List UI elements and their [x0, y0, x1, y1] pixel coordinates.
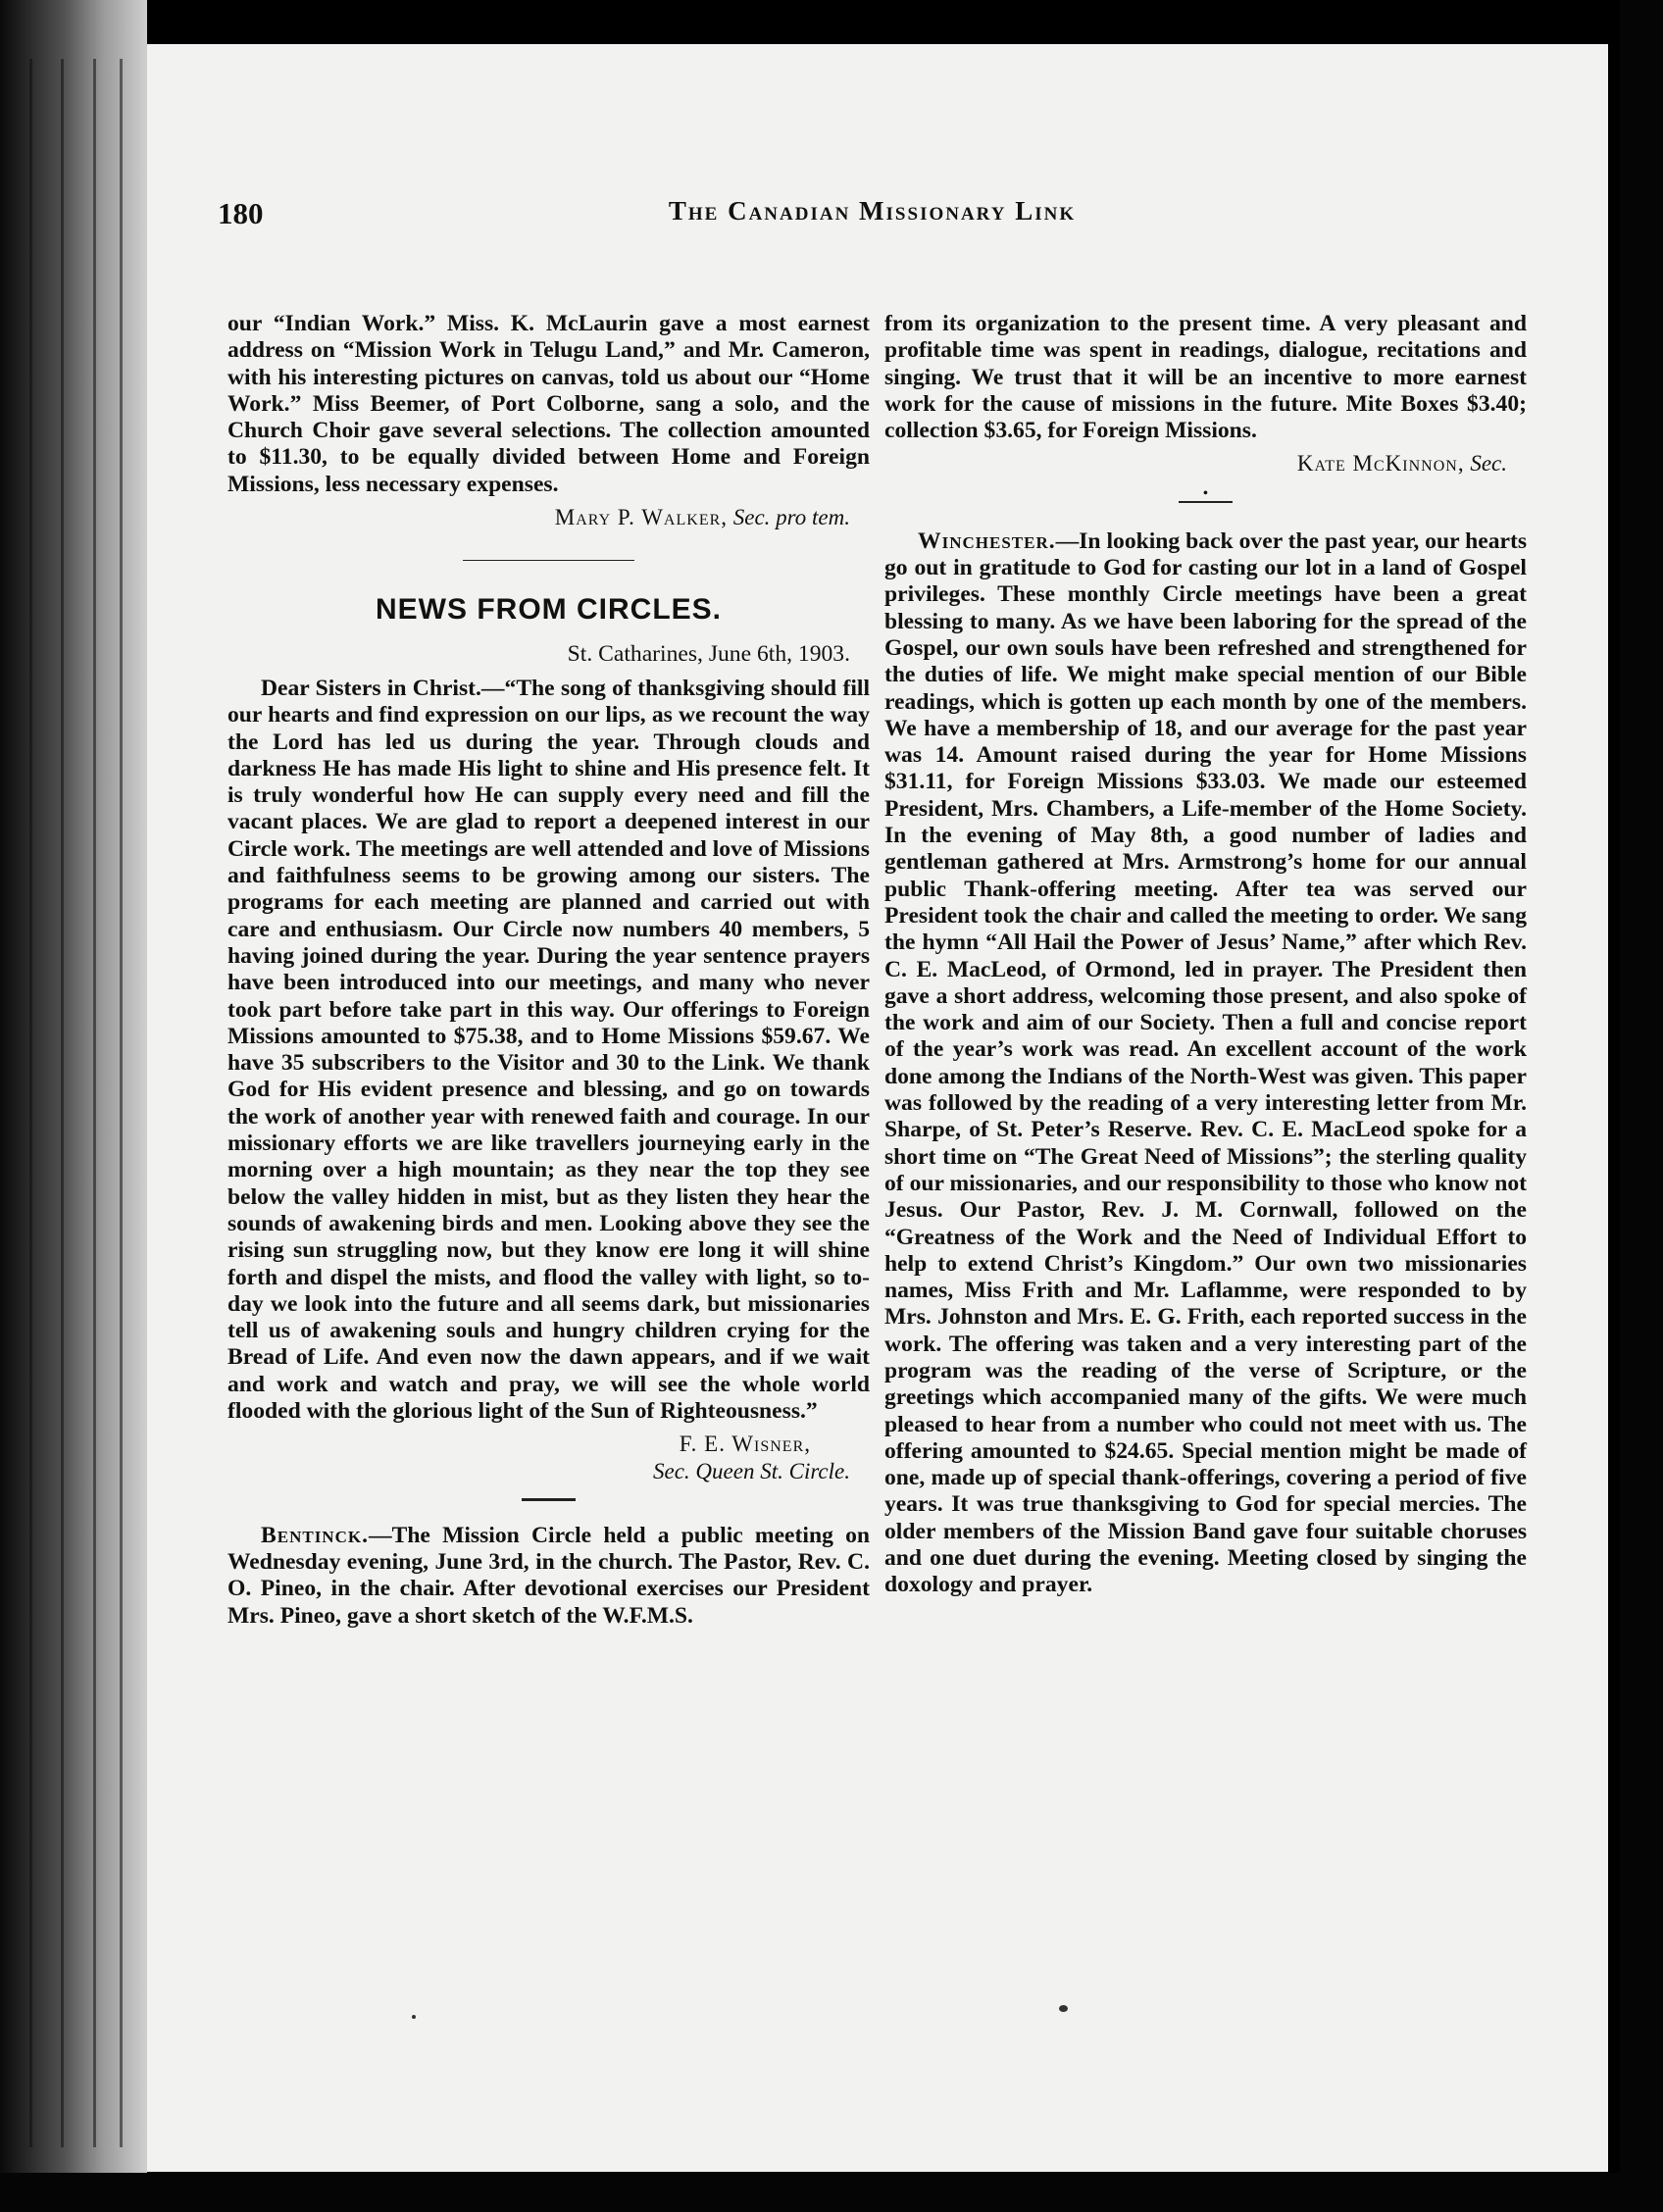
scan-border-bottom — [0, 2173, 1663, 2212]
section-divider — [463, 560, 634, 561]
signature-name: Mary P. Walker, — [554, 505, 729, 530]
entry-divider — [1179, 501, 1233, 503]
bentinck-signature — [884, 450, 1507, 477]
running-title: The Canadian Missionary Link — [668, 196, 1077, 226]
bentinck-text: —The Mission Circle held a public meeting on Wednesday evening, June 3rd, in the church. The Pastor, Rev. C. O. Pineo, in the chair. After devotional exercises our President Mrs. Pineo, gave a short sketch of the W.F.M.S. — [227, 1522, 870, 1629]
spine-page-edge — [29, 59, 32, 2147]
section-heading: NEWS FROM CIRCLES. — [376, 593, 722, 627]
bentinck-paragraph — [227, 1523, 870, 1630]
signature-role: Sec. Queen St. Circle. — [653, 1458, 850, 1483]
winchester-paragraph — [884, 528, 1527, 1599]
book-page — [147, 44, 1608, 2172]
st-catharines-signature — [227, 1431, 850, 1484]
page-number: 180 — [218, 196, 264, 230]
signature-role: Sec. — [1470, 451, 1507, 477]
entry-divider — [522, 1498, 576, 1501]
page-header — [218, 196, 1527, 245]
signature-role: Sec. pro tem. — [732, 505, 850, 530]
right-column — [884, 311, 1527, 1599]
scan-speck — [412, 2015, 416, 2019]
spine-page-edge — [93, 59, 96, 2147]
st-catharines-letter: Dear Sisters in Christ.—“The song of thanksgiving should fill our hearts and find expression on our lips, as we recount the way the Lord has led us during the year. Through clouds and darkness He has made His light to shine and His presence felt. It is truly wonderful how He can supply every need and fill the vacant places. We are glad to report a deepened interest in our Circle work. The meetings are well attended and love of Missions and faithfulness seems to be growing among our sisters. The programs for each meeting are planned and carried out with care and enthusiasm. Our Circle now numbers 40 members, 5 having joined during the year. During the year sentence prayers have been introduced into our meetings, and many who never took part before take part in this way. Our offerings to Foreign Missions amounted to $75.38, and to Home Missions $59.67. We have 35 subscribers to the Visitor and 30 to the Link. We thank God for His evident presence and blessing, and go on towards the work of another year with renewed faith and courage. In our missionary efforts we are like travellers journeying early in the morning over a high mountain; as they near the top they see below the valley hidden in mist, but as they listen they hear the sounds of awakening birds and men. Looking above they see the rising sun struggling now, but they know ere long it will shine forth and dispel the mists, and flood the valley with light, so to-day we look into the future and all seems dark, but missionaries tell us of awakening souls and hungry children crying for the Bread of Life. And even now the dawn appears, and if we wait and work and watch and pray, we will see the whole world flooded with the glorious light of the Sun of Righteousness.” — [227, 675, 870, 1424]
scan-speck — [1059, 2005, 1068, 2012]
dateline: St. Catharines, June 6th, 1903. — [567, 640, 850, 667]
winchester-text: —In looking back over the past year, our hearts go out in gratitude to God for casting our lot in a land of Gospel privileges. These monthly Circle meetings have been a great blessing to many. As we have been laboring for the spread of the Gospel, our own souls have been refreshed and strengthened for the duties of life. We might make special mention of our Bible readings, which is gotten up each month by one of the members. We have a membership of 18, and our average for the past year was 14. Amount raised during the year for Home Missions $31.11, for Foreign Missions $33.03. We made our esteemed President, Mrs. Chambers, a Life-member of the Home Society. In the evening of May 8th, a good number of ladies and gentleman gathered at Mrs. Armstrong’s home for our annual public Thank-offering meeting. After tea was served our President took the chair and called the meeting to order. We sang the hymn “All Hail the Power of Jesus’ Name,” after which Rev. C. E. MacLeod, of Ormond, led in prayer. The President then gave a short address, welcoming those present, and also spoke of the work and aim of our Society. Then a full and concise report of the year’s work was read. An excellent account of the work done among the Indians of the North-West was given. This paper was followed by the reading of a very interesting letter from Mr. Sharpe, of St. Peter’s Reserve. Rev. C. E. MacLeod spoke for a short time on “The Great Need of Missions”; the sterling quality of our missionaries, and our responsibility to those who know not Jesus. Our Pastor, Rev. J. M. Cornwall, followed on the “Greatness of the Work and the Need of Individual Effort to help to extend Christ’s Kingdom.” Our own two missionaries names, Miss Frith and Mr. Laflamme, were responded to by Mrs. Johnston and Mrs. E. G. Frith, each reported success in the work. The offering was taken and a very interesting part of the program was the reading of the verse of Scripture, or the greetings which accompanied many of the gifts. We were much pleased to hear from a number who could not meet with us. The offering amounted to $24.65. Special mention might be made of one, made up of special thank-offerings, covering a period of five years. It was true thanksgiving to God for special mercies. The older members of the Mission Band gave four suitable choruses and one duet during the evening. Meeting closed by singing the doxology and prayer. — [884, 528, 1527, 1598]
left-column — [227, 311, 870, 1630]
divider-ornament: • — [1203, 485, 1208, 501]
spine-page-edge — [61, 59, 64, 2147]
spine-page-edge — [120, 59, 123, 2147]
book-spine-shadow — [0, 0, 147, 2212]
bentinck-lead-in: Bentinck. — [261, 1522, 369, 1548]
signature-name: Kate McKinnon, — [1296, 451, 1465, 477]
winchester-lead-in: Winchester. — [918, 528, 1056, 554]
signature-name: F. E. Wisner, — [679, 1432, 811, 1457]
scan-border-right — [1620, 0, 1663, 2212]
bentinck-continued-paragraph: from its organization to the present time. A very pleasant and profitable time was spent in readings, dialogue, recitations and singing. We trust that it will be an incentive to more earnest work for the cause of missions in the future. Mite Boxes $3.40; collection $3.65, for Foreign Missions. — [884, 311, 1527, 444]
report-continued-paragraph: our “Indian Work.” Miss. K. McLaurin gave a most earnest address on “Mission Work in Telugu Land,” and Mr. Cameron, with his interesting pictures on canvas, told us about our “Home Work.” Miss Beemer, of Port Colborne, sang a solo, and the Church Choir gave several selections. The collection amounted to $11.30, to be equally divided between Home and Foreign Missions, less necessary expenses. — [227, 311, 870, 497]
report-signature — [227, 504, 850, 530]
